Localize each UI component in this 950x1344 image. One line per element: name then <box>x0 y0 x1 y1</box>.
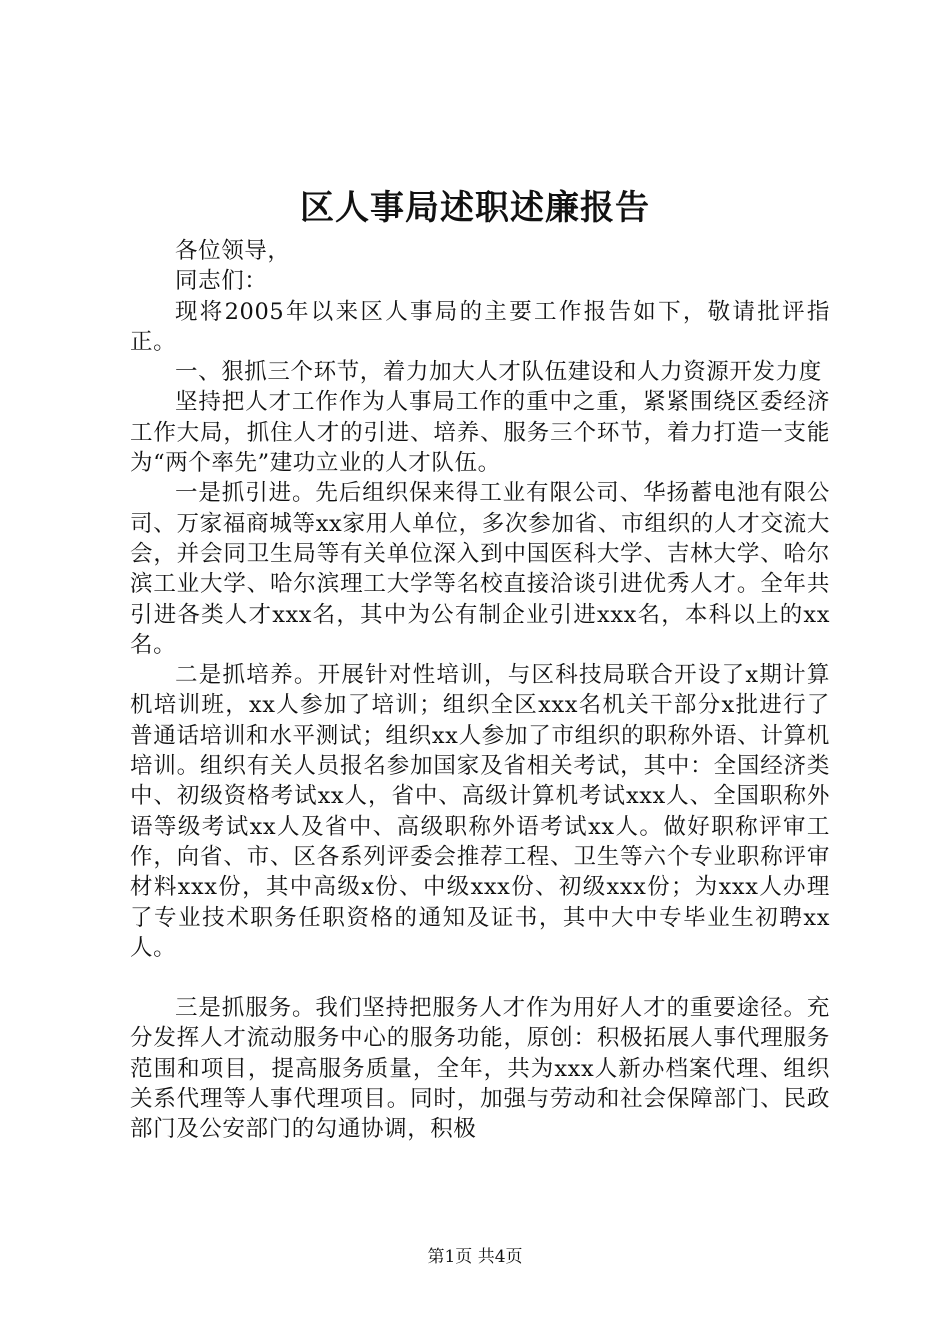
section-heading-1: 一、狠抓三个环节，着力加大人才队伍建设和人力资源开发力度 <box>175 359 822 386</box>
section-1-overview: 坚持把人才工作作为人事局工作的重中之重，紧紧围绕区委经济工作大局，抓住人才的引进、培养、服务三个环节，着力打造一支能为“两个率先”建功立业的人才队伍。 <box>130 389 830 477</box>
paragraph-training: 二是抓培养。开展针对性培训，与区科技局联合开设了x期计算机培训班，xx人参加了培训；组织全区xxx名机关干部分x批进行了普通话培训和水平测试；组织xx人参加了市组织的职称外语、计算机培训。组织有关人员报名参加国家及省相关考试，其中：全国经济类中、初级资格考试xx人，省中、高级计算机考试xxx人、全国职称外语等级考试xx人及省中、高级职称外语考试xx人。做好职称评审工作，向省、市、区各系列评委会推荐工程、卫生等六个专业职称评审材料xxx份，其中高级x份、中级xxx份、初级xxx份；为xxx人办理了专业技术职务任职资格的通知及证书，其中大中专毕业生初聘xx人。 <box>130 662 830 961</box>
document-body <box>130 236 830 1145</box>
paragraph-service: 三是抓服务。我们坚持把服务人才作为用好人才的重要途径。充分发挥人才流动服务中心的服务功能，原创：积极拓展人事代理服务范围和项目，提高服务质量，全年，共为xxx人新办档案代理、组织关系代理等人事代理项目。同时，加强与劳动和社会保障部门、民政部门及公安部门的勾通协调，积极 <box>130 995 830 1143</box>
page-number-footer: 第1页 共4页 <box>427 1247 523 1267</box>
paragraph-recruitment: 一是抓引进。先后组织保来得工业有限公司、华扬蓄电池有限公司、万家福商城等xx家用人单位，多次参加省、市组织的人才交流大会，并会同卫生局等有关单位深入到中国医科大学、吉林大学、哈尔滨工业大学、哈尔滨理工大学等名校直接洽谈引进优秀人才。全年共引进各类人才xxx名，其中为公有制企业引进xxx名，本科以上的xx名。 <box>130 480 830 658</box>
intro-paragraph: 现将2005年以来区人事局的主要工作报告如下，敬请批评指正。 <box>130 298 830 355</box>
document-title: 区人事局述职述廉报告 <box>300 188 650 228</box>
salutation-comrades: 同志们： <box>175 268 268 295</box>
salutation-leaders: 各位领导， <box>175 238 291 264</box>
